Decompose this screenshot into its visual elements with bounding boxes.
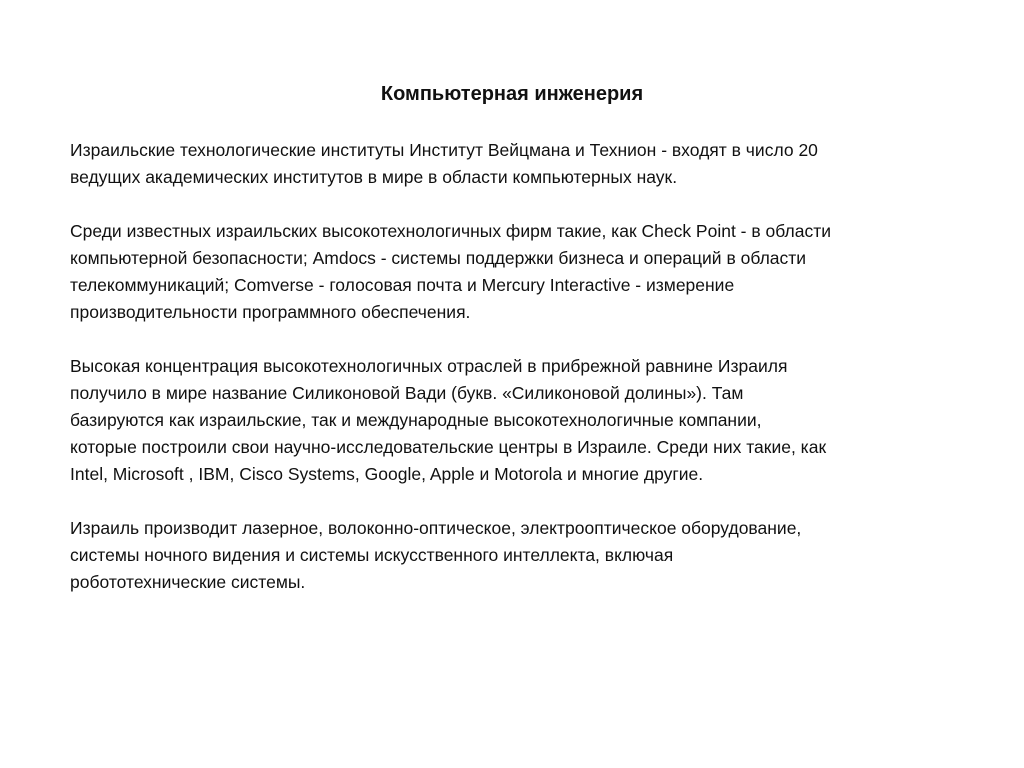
text-line: системы ночного видения и системы искусственного интеллекта, включая	[70, 545, 674, 565]
paragraph-production	[70, 515, 990, 596]
text-line: Intel, Microsoft , IBM, Cisco Systems, Google, Apple и Motorola и многие другие.	[70, 464, 704, 484]
text-line: Среди известных израильских высокотехнологичных фирм такие, как Check Point - в области	[70, 221, 831, 241]
paragraph-institutes	[70, 137, 990, 191]
paragraph-companies	[70, 218, 990, 326]
text-line: которые построили свои научно-исследовательские центры в Израиле. Среди них такие, как	[70, 437, 827, 457]
slide-title: Компьютерная инженерия	[380, 83, 644, 105]
text-line: компьютерной безопасности; Amdocs - системы поддержки бизнеса и операций в области	[70, 248, 807, 268]
text-line: ведущих академических институтов в мире в области компьютерных наук.	[70, 167, 678, 187]
text-line: Высокая концентрация высокотехнологичных отраслей в прибрежной равнине Израиля	[70, 356, 788, 376]
slide-body	[70, 137, 990, 623]
text-line: базируются как израильские, так и международные высокотехнологичные компании,	[70, 410, 762, 430]
text-line: производительности программного обеспечения.	[70, 302, 471, 322]
text-line: Израиль производит лазерное, волоконно-оптическое, электрооптическое оборудование,	[70, 518, 802, 538]
text-line: Израильские технологические институты Институт Вейцмана и Технион - входят в число 20	[70, 140, 818, 160]
text-line: телекоммуникаций; Comverse - голосовая почта и Mercury Interactive - измерение	[70, 275, 735, 295]
paragraph-silicon-wadi	[70, 353, 990, 488]
text-line: получило в мире название Силиконовой Вади (букв. «Силиконовой долины»). Там	[70, 383, 744, 403]
text-line: робототехнические системы.	[70, 572, 306, 592]
